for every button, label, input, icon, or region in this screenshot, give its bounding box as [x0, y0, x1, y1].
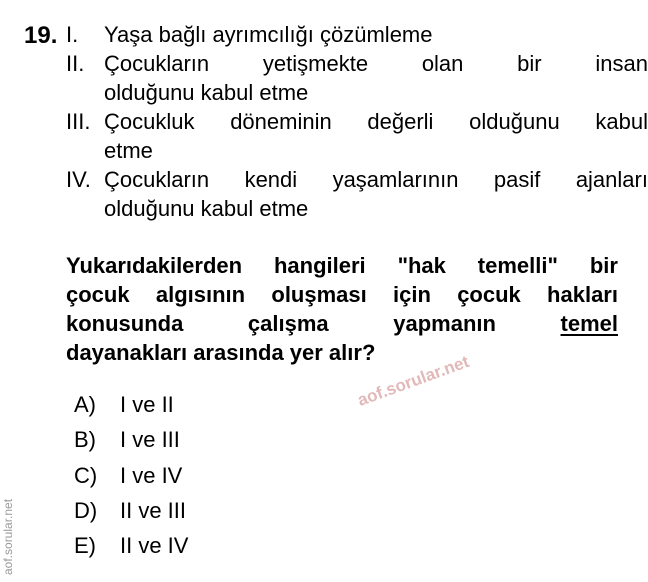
word: çocuk: [457, 282, 521, 307]
option-text: I ve III: [120, 427, 180, 452]
statement-line: etme: [104, 138, 153, 163]
word: olduğunu: [469, 109, 560, 134]
option-label: C): [74, 463, 98, 488]
question-stem: [66, 251, 618, 367]
statement-line: olduğunu kabul etme: [104, 196, 309, 221]
option-e[interactable]: [74, 531, 188, 560]
word: çalışma: [247, 311, 329, 336]
statement-text: [104, 49, 648, 107]
word: yapmanın: [393, 311, 496, 336]
word: olan: [421, 51, 464, 76]
word: hangileri: [273, 253, 366, 278]
word: algısının: [155, 282, 246, 307]
word: bir: [517, 51, 542, 76]
word: ajanları: [575, 167, 648, 192]
option-label: D): [74, 498, 98, 523]
word: pasif: [493, 167, 541, 192]
stem-line: [66, 280, 618, 309]
option-c[interactable]: [74, 461, 182, 490]
statement-text: [104, 165, 648, 223]
word: kendi: [244, 167, 298, 192]
stem-line: [66, 309, 618, 338]
word: değerli: [367, 109, 434, 134]
word: oluşması: [271, 282, 367, 307]
word: konusunda: [66, 311, 184, 336]
statement-text: Yaşa bağlı ayrımcılığı çözümleme: [104, 22, 433, 47]
word: için: [393, 282, 431, 307]
question-number: 19.: [24, 22, 58, 49]
watermark-center: aof.sorular.net: [355, 351, 472, 410]
option-label: E): [74, 533, 96, 558]
stem-line: dayanakları arasında yer alır?: [66, 340, 376, 365]
roman-numeral: IV.: [66, 167, 91, 192]
watermark-side: aof.sorular.net: [1, 498, 15, 575]
word: yaşamlarının: [332, 167, 459, 192]
word: döneminin: [230, 109, 332, 134]
option-a[interactable]: [74, 390, 174, 419]
statement-line: olduğunu kabul etme: [104, 80, 309, 105]
roman-numeral: III.: [66, 109, 91, 134]
option-text: I ve IV: [120, 463, 183, 488]
word: yetişmekte: [262, 51, 369, 76]
option-b[interactable]: [74, 425, 180, 454]
word: bir: [589, 253, 618, 278]
word: hakları: [547, 282, 618, 307]
word: Çocukluk: [104, 109, 195, 134]
option-text: II ve IV: [120, 533, 189, 558]
option-d[interactable]: [74, 496, 186, 525]
word: insan: [595, 51, 648, 76]
stem-line: [66, 251, 618, 280]
underlined-keyword: temel: [560, 311, 618, 336]
word: "hak: [397, 253, 446, 278]
word: çocuk: [66, 282, 130, 307]
roman-numeral: II.: [66, 51, 85, 76]
roman-numeral: I.: [66, 22, 79, 47]
word: Çocukların: [104, 51, 210, 76]
option-text: II ve III: [120, 498, 187, 523]
statement-text: [104, 107, 648, 165]
word: Çocukların: [104, 167, 210, 192]
word: Yukarıdakilerden: [66, 253, 243, 278]
word: temelli": [477, 253, 558, 278]
option-label: B): [74, 427, 96, 452]
word: kabul: [595, 109, 648, 134]
option-text: I ve II: [120, 392, 174, 417]
option-label: A): [74, 392, 96, 417]
